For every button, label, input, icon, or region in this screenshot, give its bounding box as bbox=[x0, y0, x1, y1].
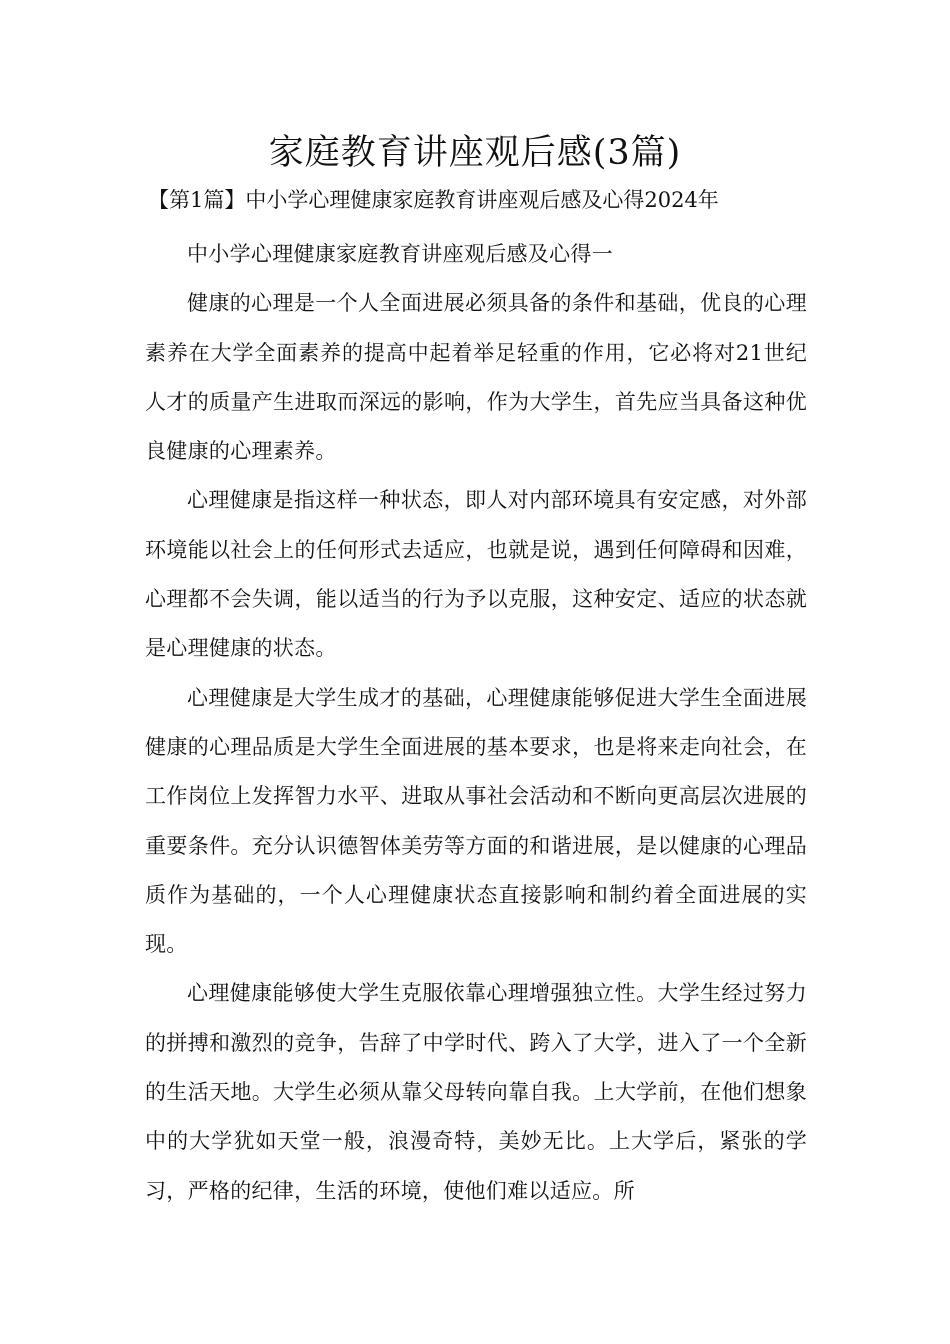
document-title: 家庭教育讲座观后感(3篇) bbox=[268, 133, 682, 173]
body-paragraph: 健康的心理是一个人全面进展必须具备的条件和基础，优良的心理素养在大学全面素养的提高中起着举足轻重的作用，它必将对21世纪人才的质量产生进取而深远的影响，作为大学生，首先应当具备这种优良健康的心理素养。 bbox=[145, 291, 807, 464]
document-body bbox=[145, 230, 807, 1216]
body-paragraph: 心理健康能够使大学生克服依靠心理增强独立性。大学生经过努力的拼搏和激烈的竞争，告辞了中学时代、跨入了大学，进入了一个全新的生活天地。大学生必须从靠父母转向靠自我。上大学前，在他们想象中的大学犹如天堂一般，浪漫奇特，美妙无比。上大学后，紧张的学习，严格的纪律，生活的环境，使他们难以适应。所 bbox=[145, 981, 807, 1203]
section-heading: 【第1篇】中小学心理健康家庭教育讲座观后感及心得2024年 bbox=[148, 188, 719, 212]
body-paragraph: 心理健康是大学生成才的基础，心理健康能够促进大学生全面进展健康的心理品质是大学生全面进展的基本要求，也是将来走向社会，在工作岗位上发挥智力水平、进取从事社会活动和不断向更高层次进展的重要条件。充分认识德智体美劳等方面的和谐进展，是以健康的心理品质作为基础的，一个人心理健康状态直接影响和制约着全面进展的实现。 bbox=[145, 685, 807, 957]
sub-heading: 中小学心理健康家庭教育讲座观后感及心得一 bbox=[187, 242, 613, 266]
body-paragraph: 心理健康是指这样一种状态，即人对内部环境具有安定感，对外部环境能以社会上的任何形式去适应，也就是说，遇到任何障碍和因难，心理都不会失调，能以适当的行为予以克服，这种安定、适应的状态就是心理健康的状态。 bbox=[145, 488, 807, 661]
